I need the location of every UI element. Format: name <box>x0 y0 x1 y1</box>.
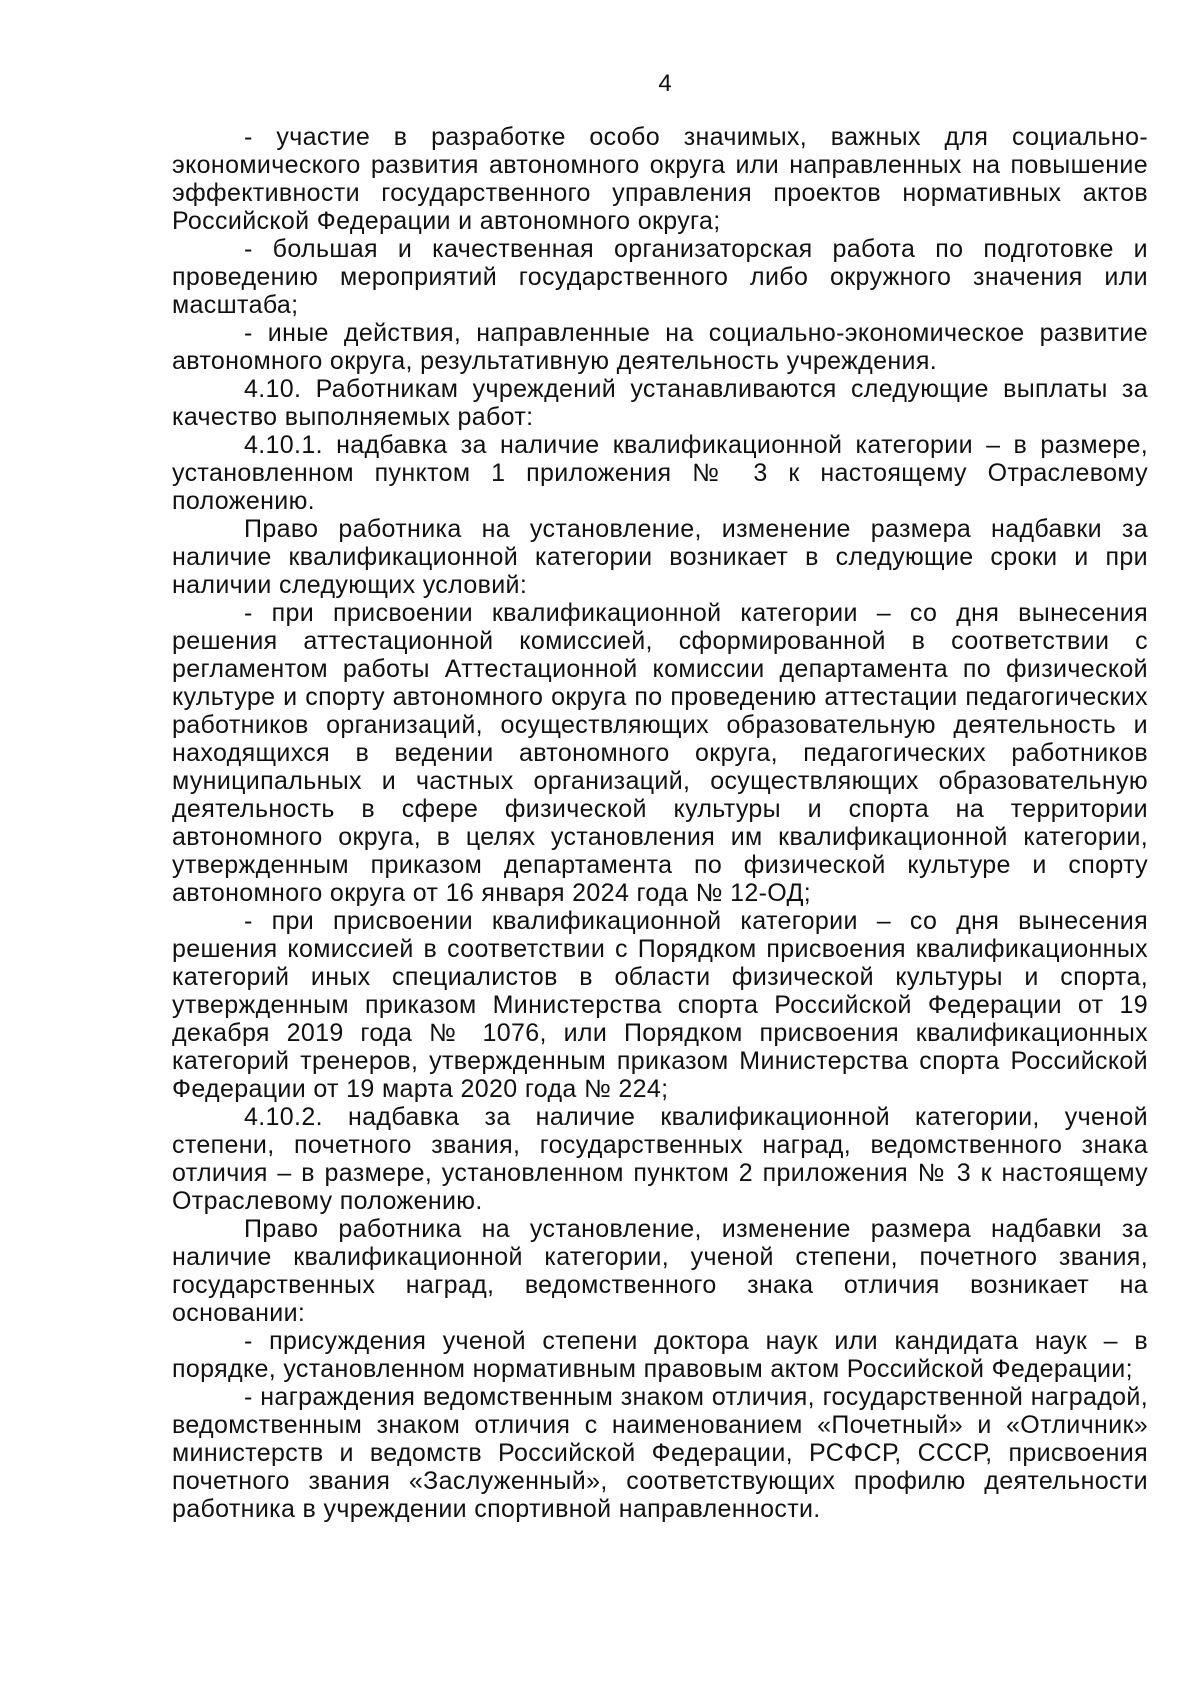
paragraph-right-degree: Право работника на установление, изменение размера надбавки за наличие квалификационной категории, ученой степени, почетного звания, государственных наград, ведомственного знака отличия возникает на основании: <box>172 1215 1148 1327</box>
paragraph-bullet-other-actions: - иные действия, направленные на социально-экономическое развитие автономного округа, результативную деятельность учреждения. <box>172 319 1148 375</box>
page-number: 4 <box>658 70 672 97</box>
paragraph-bullet-attestation-commission: - при присвоении квалификационной категории – со дня вынесения решения аттестационной комиссией, сформированной в соответствии с регламентом работы Аттестационной комиссии департамента по физической культуре и спорту автономного округа по проведению аттестации педагогических работников организаций, осуществляющих образовательную деятельность и находящихся в ведении автономного округа, педагогических работников муниципальных и частных организаций, осуществляющих образовательную деятельность в сфере физической культуры и спорта на территории автономного округа, в целях установления им квалификационной категории, утвержденным приказом департамента по физической культуре и спорту автономного округа от 16 января 2024 года № 12-ОД; <box>172 599 1148 907</box>
paragraph-bullet-ministry-commission: - при присвоении квалификационной категории – со дня вынесения решения комиссией в соответствии с Порядком присвоения квалификационных категорий иных специалистов в области физической культуры и спорта, утвержденным приказом Министерства спорта Российской Федерации от 19 декабря 2019 года № 1076, или Порядком присвоения квалификационных категорий тренеров, утвержденным приказом Министерства спорта Российской Федерации от 19 марта 2020 года № 224; <box>172 907 1148 1103</box>
paragraph-right-category: Право работника на установление, изменение размера надбавки за наличие квалификационной категории возникает в следующие сроки и при наличии следующих условий: <box>172 515 1148 599</box>
paragraph-bullet-drafting: - участие в разработке особо значимых, важных для социально-экономического развития автономного округа или направленных на повышение эффективности государственного управления проектов нормативных актов Российской Федерации и автономного округа; <box>172 123 1148 235</box>
paragraph-clause-4-10: 4.10. Работникам учреждений устанавливаются следующие выплаты за качество выполняемых работ: <box>172 375 1148 431</box>
paragraph-bullet-academic-degree: - присуждения ученой степени доктора наук или кандидата наук – в порядке, установленном нормативным правовым актом Российской Федерации; <box>172 1327 1148 1383</box>
paragraph-clause-4-10-1: 4.10.1. надбавка за наличие квалификационной категории – в размере, установленном пунктом 1 приложения № 3 к настоящему Отраслевому положению. <box>172 431 1148 515</box>
document-body <box>172 123 1148 1523</box>
paragraph-bullet-awards: - награждения ведомственным знаком отличия, государственной наградой, ведомственным знаком отличия с наименованием «Почетный» и «Отличник» министерств и ведомств Российской Федерации, РСФСР, СССР, присвоения почетного звания «Заслуженный», соответствующих профилю деятельности работника в учреждении спортивной направленности. <box>172 1383 1148 1523</box>
paragraph-bullet-organizing: - большая и качественная организаторская работа по подготовке и проведению мероприятий государственного либо окружного значения или масштаба; <box>172 235 1148 319</box>
paragraph-clause-4-10-2: 4.10.2. надбавка за наличие квалификационной категории, ученой степени, почетного звания, государственных наград, ведомственного знака отличия – в размере, установленном пунктом 2 приложения № 3 к настоящему Отраслевому положению. <box>172 1103 1148 1215</box>
